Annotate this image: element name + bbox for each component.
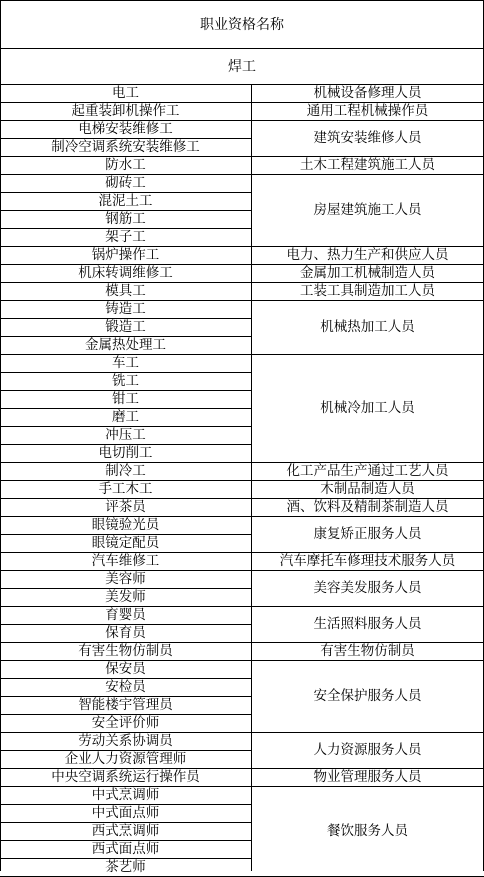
category-cell: 安全保护服务人员 — [313, 688, 422, 704]
job-row-divider — [0, 696, 251, 697]
table-subheader: 焊工 — [228, 59, 256, 75]
category-cell: 工装工具制造加工人员 — [300, 283, 435, 299]
job-cell: 电梯安装维修工 — [78, 121, 173, 137]
job-cell: 茶艺师 — [105, 859, 146, 875]
group-divider — [0, 732, 484, 733]
job-cell: 有害生物仿制员 — [78, 643, 173, 659]
job-cell: 眼镜验光员 — [91, 517, 160, 533]
job-cell: 防水工 — [105, 157, 146, 173]
job-cell: 中式烹调师 — [91, 787, 160, 803]
job-row-divider — [0, 840, 251, 841]
job-cell: 锻造工 — [105, 319, 146, 335]
table-border-left — [0, 0, 1, 871]
group-divider — [0, 642, 484, 643]
group-divider — [0, 282, 484, 283]
job-row-divider — [0, 210, 251, 211]
job-cell: 冲压工 — [105, 427, 146, 443]
job-cell: 西式面点师 — [91, 841, 160, 857]
group-divider — [0, 768, 484, 769]
job-cell: 保育员 — [105, 625, 146, 641]
job-cell: 美容师 — [105, 571, 146, 587]
job-cell: 钳工 — [112, 391, 139, 407]
job-row-divider — [0, 858, 251, 859]
job-cell: 铣工 — [112, 373, 139, 389]
job-cell: 手工木工 — [98, 481, 153, 497]
category-cell: 生活照料服务人员 — [313, 616, 422, 632]
job-row-divider — [0, 138, 251, 139]
category-cell: 酒、饮料及精制茶制造人员 — [286, 499, 449, 515]
job-row-divider — [0, 336, 251, 337]
job-cell: 西式烹调师 — [91, 823, 160, 839]
job-cell: 铸造工 — [105, 301, 146, 317]
group-divider — [0, 498, 484, 499]
group-divider — [0, 246, 484, 247]
group-divider — [0, 516, 484, 517]
job-cell: 模具工 — [105, 283, 146, 299]
job-row-divider — [0, 624, 251, 625]
job-cell: 机床转调维修工 — [78, 265, 173, 281]
category-cell: 化工产品生产通过工艺人员 — [286, 463, 449, 479]
job-cell: 混泥土工 — [98, 193, 153, 209]
category-cell: 人力资源服务人员 — [313, 742, 422, 758]
group-divider — [0, 120, 484, 121]
group-divider — [0, 606, 484, 607]
job-cell: 保安员 — [105, 661, 146, 677]
category-cell: 餐饮服务人员 — [327, 823, 408, 839]
table-header: 职业资格名称 — [200, 17, 284, 33]
job-row-divider — [0, 408, 251, 409]
job-cell: 金属热处理工 — [85, 337, 166, 353]
category-cell: 美容美发服务人员 — [313, 580, 422, 596]
group-divider — [0, 660, 484, 661]
job-cell: 电切削工 — [98, 445, 153, 461]
category-cell: 电力、热力生产和供应人员 — [286, 247, 449, 263]
category-cell: 汽车摩托车修理技术服务人员 — [279, 553, 456, 569]
group-divider — [0, 264, 484, 265]
job-cell: 眼镜定配员 — [91, 535, 160, 551]
job-row-divider — [0, 714, 251, 715]
job-cell: 中央空调系统运行操作员 — [51, 769, 200, 785]
job-row-divider — [0, 444, 251, 445]
group-divider — [0, 300, 484, 301]
group-divider — [0, 156, 484, 157]
category-cell: 物业管理服务人员 — [313, 769, 422, 785]
category-cell: 木制品制造人员 — [320, 481, 415, 497]
job-cell: 制冷空调系统安装维修工 — [51, 139, 200, 155]
job-cell: 磨工 — [112, 409, 139, 425]
job-cell: 汽车维修工 — [91, 553, 160, 569]
job-cell: 评茶员 — [105, 499, 146, 515]
header-separator — [0, 48, 484, 49]
category-cell: 康复矫正服务人员 — [313, 526, 422, 542]
job-cell: 劳动关系协调员 — [78, 733, 173, 749]
job-row-divider — [0, 372, 251, 373]
job-row-divider — [0, 588, 251, 589]
job-row-divider — [0, 390, 251, 391]
group-divider — [0, 462, 484, 463]
group-divider — [0, 552, 484, 553]
job-cell: 钢筋工 — [105, 211, 146, 227]
job-cell: 安检员 — [105, 679, 146, 695]
group-divider — [0, 480, 484, 481]
group-divider — [0, 354, 484, 355]
group-divider — [0, 786, 484, 787]
job-cell: 育婴员 — [105, 607, 146, 623]
category-cell: 金属加工机械制造人员 — [300, 265, 435, 281]
subheader-separator — [0, 84, 484, 85]
group-divider — [0, 102, 484, 103]
job-row-divider — [0, 750, 251, 751]
job-cell: 美发师 — [105, 589, 146, 605]
category-cell: 机械设备修理人员 — [313, 85, 422, 101]
category-cell: 机械冷加工人员 — [320, 400, 415, 416]
job-cell: 架子工 — [105, 229, 146, 245]
job-cell: 中式面点师 — [91, 805, 160, 821]
job-row-divider — [0, 426, 251, 427]
job-cell: 车工 — [112, 355, 139, 371]
job-cell: 砌砖工 — [105, 175, 146, 191]
job-row-divider — [0, 804, 251, 805]
group-divider — [0, 174, 484, 175]
job-row-divider — [0, 318, 251, 319]
job-row-divider — [0, 534, 251, 535]
category-cell: 通用工程机械操作员 — [306, 103, 429, 119]
category-cell: 有害生物仿制员 — [320, 643, 415, 659]
job-cell: 企业人力资源管理师 — [64, 751, 187, 767]
category-cell: 机械热加工人员 — [320, 319, 415, 335]
job-cell: 安全评价师 — [91, 715, 160, 731]
category-cell: 土木工程建筑施工人员 — [300, 157, 435, 173]
job-row-divider — [0, 678, 251, 679]
job-cell: 电工 — [112, 85, 139, 101]
job-cell: 锅炉操作工 — [91, 247, 160, 263]
job-cell: 制冷工 — [105, 463, 146, 479]
group-divider — [0, 570, 484, 571]
column-divider — [251, 84, 252, 871]
category-cell: 房屋建筑施工人员 — [313, 202, 422, 218]
job-row-divider — [0, 822, 251, 823]
job-cell: 智能楼宇管理员 — [78, 697, 173, 713]
job-row-divider — [0, 228, 251, 229]
category-cell: 建筑安装维修人员 — [313, 130, 422, 146]
job-row-divider — [0, 192, 251, 193]
table-border-top — [0, 0, 484, 1]
job-cell: 起重装卸机操作工 — [71, 103, 180, 119]
